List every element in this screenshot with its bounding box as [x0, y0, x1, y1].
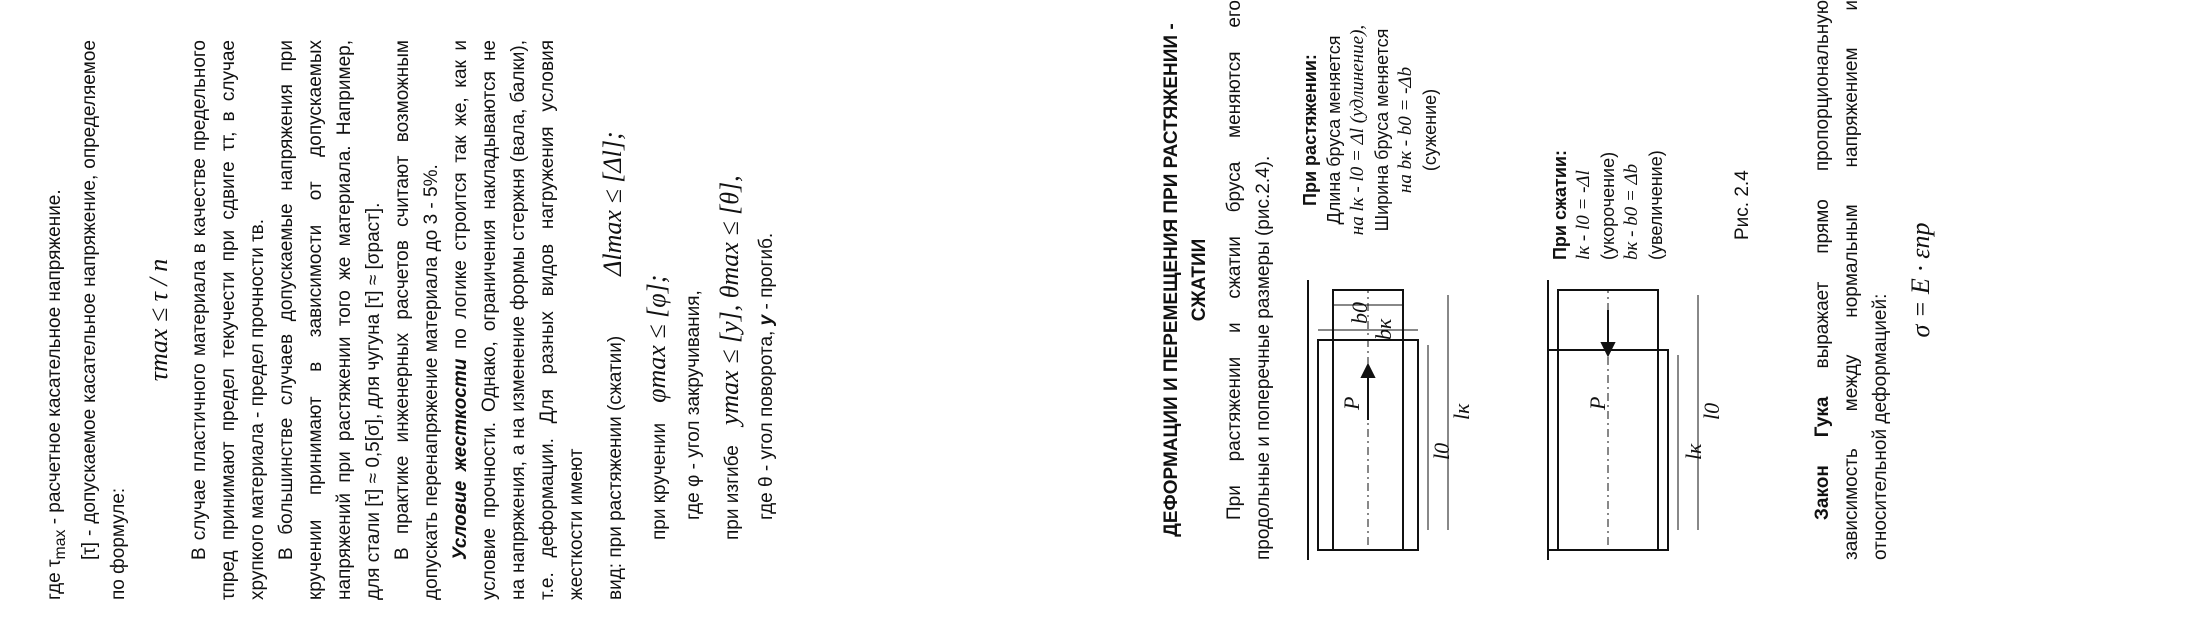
hooke-paragraph: [1808, 0, 1895, 560]
compression-line-3: bк - b0 = Δb: [1621, 163, 1642, 260]
formula-tau-max: τmax ≤ τ / n: [143, 258, 173, 382]
bending-note: [752, 40, 781, 520]
compression-description: [1548, 20, 1668, 260]
torsion-formula: φmax ≤ [φ];: [641, 274, 671, 403]
tension-label-l0: l0: [1429, 442, 1454, 460]
section-heading: ДЕФОРМАЦИИ И ПЕРЕМЕЩЕНИЯ ПРИ РАСТЯЖЕНИИ - СЖАТИИ: [1161, 23, 1210, 537]
hooke-lead: Закон Гука: [1812, 396, 1833, 520]
intro-paragraph: При растяжении и сжатии бруса меняются его продольные и поперечные размеры (рис.2.4).: [1224, 0, 1274, 560]
allowable-tau-definition: [τ] - допускаемое касательное напряжение, определяемое по формуле:: [78, 40, 129, 600]
torsion-stiffness-row: [635, 40, 679, 600]
tau-max-sub: max: [51, 529, 69, 560]
tau-max-rest: - расчетное касательное напряжение.: [44, 189, 65, 530]
paragraph-allowable-stress: В большинстве случаев допускаемые напряжения при кручении принимают в зависимости от допускаемых напряжений при растяжении того же материала. Например, для стали [τ] ≈ 0,5[σ], для чугуна [τ] ≈ [σраст].: [275, 40, 384, 600]
figure-caption: Рис. 2.4: [1732, 170, 1753, 240]
figure-2-4: [1288, 0, 1808, 560]
tension-label-P: P: [1339, 396, 1364, 410]
hooke-formula: σ = E · εпр: [1906, 222, 1935, 338]
paragraph-plastic-material: В случае пластичного материала в качестве предельного τпред принимают предел текучести при сдвиге τт, в случае хрупкого материала - предел прочности τв.: [188, 40, 268, 600]
tension-line-3: Ширина бруса меняется: [1372, 28, 1392, 232]
tension-stiffness-formula: Δlmax ≤ [Δl];: [597, 131, 627, 276]
tension-stiffness-row: [591, 40, 635, 600]
torsion-label: при кручении: [648, 422, 670, 540]
bending-note-b: - прогиб.: [755, 232, 777, 315]
tension-description: [1298, 0, 1442, 260]
bending-formula: ymax ≤ [y], θmax ≤ [θ],: [714, 175, 744, 426]
tension-line-1: Длина бруса меняется: [1324, 35, 1344, 225]
tau-max-text: где τ: [44, 559, 65, 600]
paragraph-overstress: В практике инженерных расчетов считают возможным допускать перенапряжение материала до 3 - 5%.: [391, 40, 442, 600]
compression-line-1: lк - l0 = -Δl: [1573, 170, 1594, 260]
compression-label-l0: l0: [1699, 402, 1724, 420]
paragraph-stiffness: [446, 40, 591, 600]
compression-line-2: (укорочение): [1598, 151, 1618, 260]
bending-stiffness-row: [708, 40, 752, 600]
tension-line-2: на lк - l0 = Δl (удлинение),: [1347, 24, 1368, 236]
compression-line-4: (увеличение): [1646, 150, 1666, 260]
compression-title: При сжатии:: [1550, 150, 1570, 260]
stiffness-lead: Условие жесткости: [449, 358, 471, 560]
tension-line-4: на bк - b0 = -Δb: [1395, 66, 1416, 194]
left-column: [0, 0, 781, 640]
hooke-rest: выражает прямо пропорциональную зависимость между нормальным напряжением и относительной деформацией:: [1812, 0, 1891, 560]
right-column: [1100, 0, 1947, 600]
tension-line-5: (сужение): [1420, 88, 1440, 172]
stiffness-rest: по логике строится так же, как и условие прочности. Однако, ограничения накладываются не на напряжения, а на изменение формы стержня (вала, балки), т.е. деформации. Для разных видов нагружения условия жесткости имеют: [449, 40, 587, 600]
compression-label-P: P: [1585, 396, 1610, 410]
tension-label-b0: b0: [1347, 302, 1372, 324]
tension-label-lk: lк: [1449, 403, 1474, 420]
tension-title: При растяжении:: [1300, 54, 1320, 206]
tension-stiffness-label: вид: при растяжении (сжатии): [604, 335, 626, 600]
bending-note-y: y: [755, 314, 777, 326]
bending-note-a: где θ - угол поворота,: [755, 325, 777, 520]
tension-label-bk: bк: [1371, 318, 1396, 340]
compression-label-lk: lк: [1681, 443, 1706, 460]
bending-label: при изгибе: [721, 445, 743, 540]
tau-max-definition: [40, 40, 75, 600]
torsion-note: где φ - угол закручивания,: [682, 290, 704, 520]
